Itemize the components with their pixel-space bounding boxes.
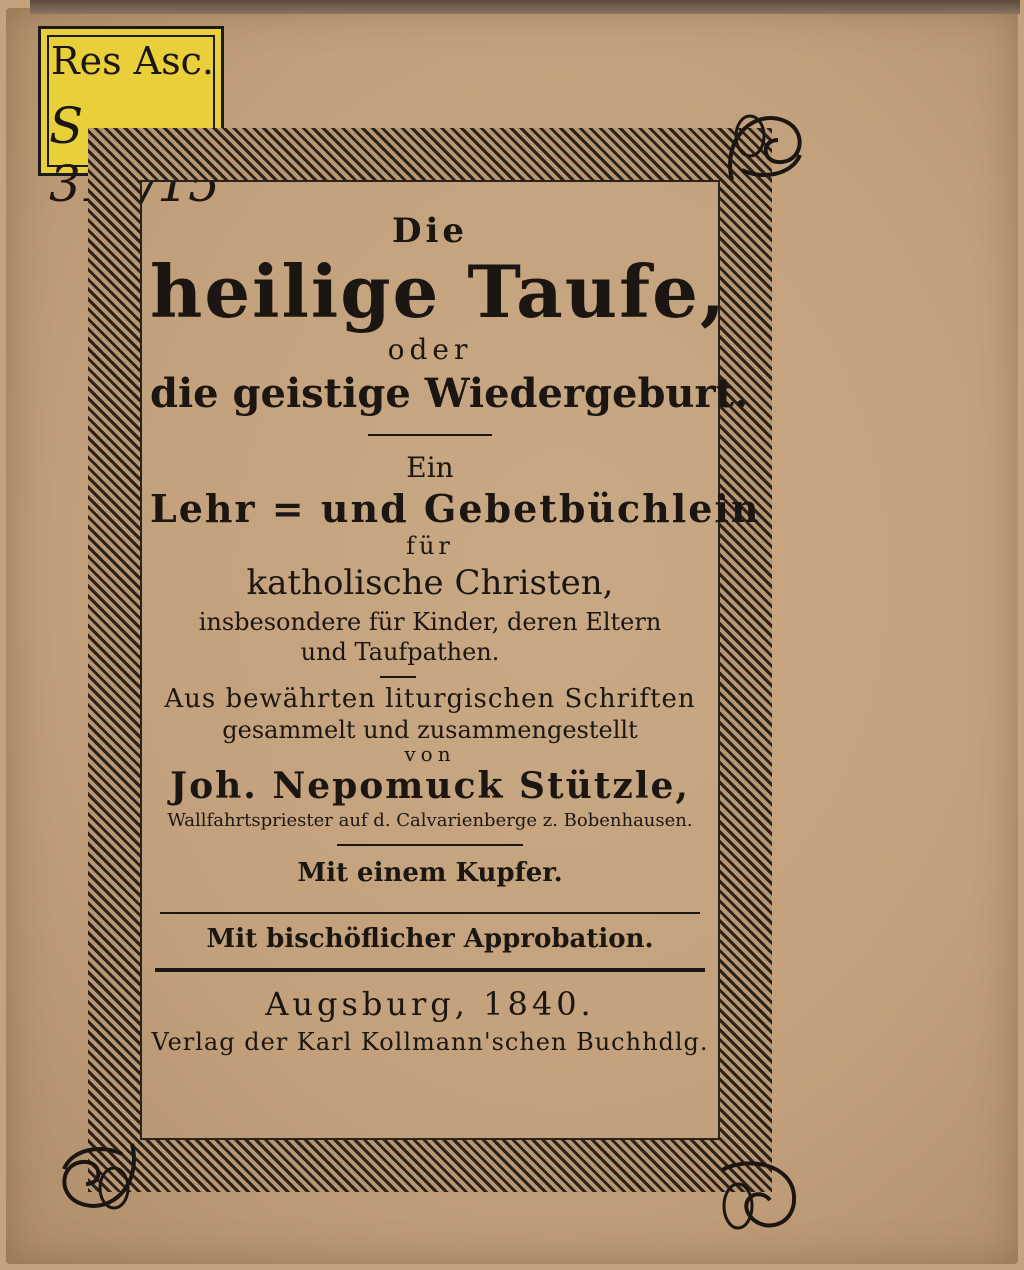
divider-long-top: [160, 912, 700, 914]
title-block: [150, 190, 761, 1056]
desc-line-3: für: [406, 532, 454, 560]
divider-long-bottom: [155, 968, 705, 972]
divider-short: [368, 434, 492, 436]
source-line-2: gesammelt und zusammengestellt: [222, 716, 638, 744]
corner-ornament-top-right-icon: [712, 100, 812, 196]
title-connector: oder: [387, 333, 473, 366]
book-top-edge: [30, 0, 1020, 14]
desc-line-6: und Taufpathen.: [300, 638, 500, 666]
title-article: Die: [391, 211, 469, 251]
imprint-place-year: Augsburg, 1840.: [265, 985, 595, 1023]
desc-line-5: insbesondere für Kinder, deren Eltern: [198, 608, 662, 636]
desc-line-2: Lehr = und Gebetbüchlein: [150, 486, 761, 531]
source-line-1: Aus bewährten liturgischen Schriften: [164, 684, 696, 714]
illustration-note: Mit einem Kupfer.: [297, 858, 563, 888]
author-role: Wallfahrtspriester auf d. Calvarienberge z. Bobenhausen.: [167, 810, 693, 831]
source-line-3: von: [404, 742, 456, 766]
divider-tiny: [380, 676, 416, 678]
approval-note: Mit bischöflicher Approbation.: [206, 924, 654, 954]
main-title: heilige Taufe,: [150, 249, 727, 334]
shelfmark-line-2: S 319/15: [49, 97, 219, 213]
divider-medium: [337, 844, 523, 846]
corner-ornament-bottom-right-icon: [708, 1150, 808, 1240]
imprint-publisher: Verlag der Karl Kollmann'schen Buchhdlg.: [151, 1028, 709, 1056]
corner-ornament-bottom-left-icon: [52, 1128, 152, 1224]
author-name: Joh. Nepomuck Stützle,: [170, 765, 690, 807]
shelfmark-line-1: Res Asc.: [51, 39, 214, 83]
desc-line-1: Ein: [406, 451, 454, 484]
subtitle: die geistige Wiedergeburt.: [150, 370, 748, 417]
desc-line-4: katholische Christen,: [246, 563, 614, 603]
